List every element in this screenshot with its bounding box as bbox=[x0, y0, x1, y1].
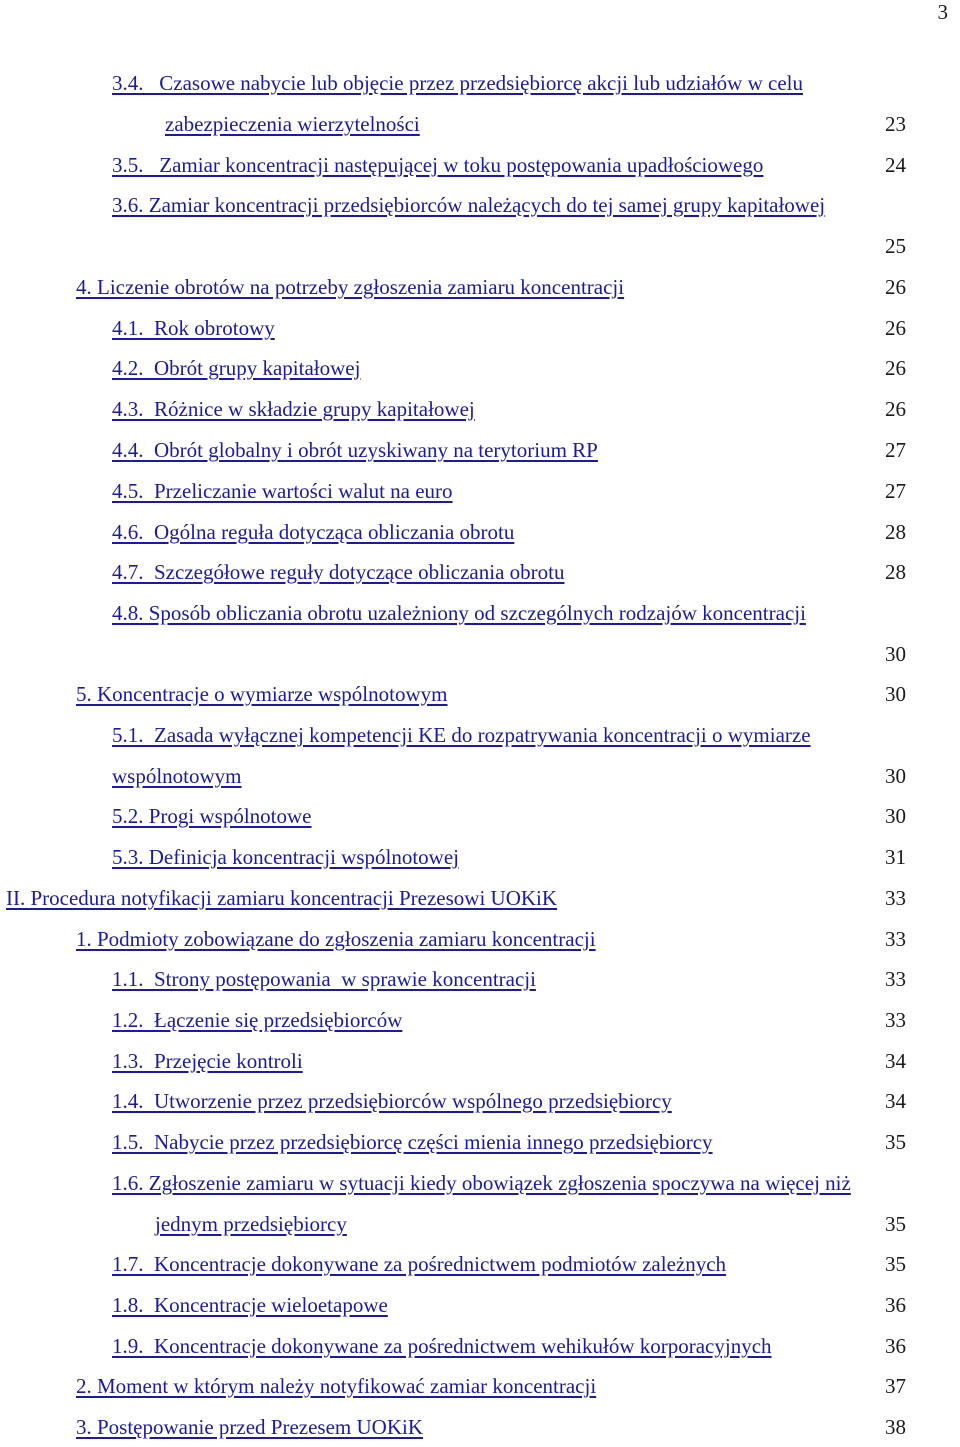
toc-entry-3[interactable] bbox=[76, 1412, 423, 1442]
toc-page-number: 26 bbox=[885, 316, 906, 340]
toc-entry-link[interactable]: 1.1. Strony postępowania w sprawie koncentracji bbox=[112, 967, 536, 991]
toc-page-number: 37 bbox=[885, 1374, 906, 1398]
toc-entry-link[interactable]: 2. Moment w którym należy notyfikować zamiar koncentracji bbox=[76, 1374, 597, 1398]
toc-page-number: 27 bbox=[885, 479, 906, 503]
toc-entry-5-1-cont[interactable] bbox=[112, 761, 242, 791]
toc-entry-link[interactable]: 5.1. Zasada wyłącznej kompetencji KE do rozpatrywania koncentracji o wymiarze bbox=[112, 723, 811, 747]
toc-entry-link[interactable]: 1.5. Nabycie przez przedsiębiorcę części mienia innego przedsiębiorcy bbox=[112, 1130, 713, 1154]
toc-page-number: 28 bbox=[885, 560, 906, 584]
toc-page-number: 30 bbox=[885, 804, 906, 828]
toc-entry-1-7[interactable] bbox=[112, 1249, 726, 1279]
toc-entry-1-4[interactable] bbox=[112, 1086, 672, 1116]
toc-page-number: 24 bbox=[885, 153, 906, 177]
toc-entry-1-1[interactable] bbox=[112, 964, 536, 994]
toc-page-number: 30 bbox=[885, 682, 906, 706]
toc-entry-3-5[interactable] bbox=[112, 150, 763, 180]
toc-entry-link[interactable]: 1.9. Koncentracje dokonywane za pośrednictwem wehikułów korporacyjnych bbox=[112, 1334, 772, 1358]
page-number: 3 bbox=[937, 0, 948, 24]
toc-entry-4-8[interactable] bbox=[112, 598, 806, 628]
toc-entry-link[interactable]: 4.3. Różnice w składzie grupy kapitałowej bbox=[112, 397, 475, 421]
toc-entry-2[interactable] bbox=[76, 1371, 596, 1401]
toc-entry-3-6[interactable] bbox=[112, 190, 825, 220]
toc-entry-link[interactable]: 5. Koncentracje o wymiarze wspólnotowym bbox=[76, 682, 448, 706]
toc-entry-4[interactable] bbox=[76, 272, 624, 302]
toc-entry-link[interactable]: 1.8. Koncentracje wieloetapowe bbox=[112, 1293, 388, 1317]
toc-entry-1-3[interactable] bbox=[112, 1046, 303, 1076]
toc-page-number: 34 bbox=[885, 1089, 906, 1113]
toc-entry-4-6[interactable] bbox=[112, 517, 514, 547]
toc-page-number: 35 bbox=[885, 1252, 906, 1276]
toc-entry-link[interactable]: jednym przedsiębiorcy bbox=[155, 1212, 347, 1236]
toc-page-number: 38 bbox=[885, 1415, 906, 1439]
toc-page-number: 26 bbox=[885, 397, 906, 421]
toc-entry-1-8[interactable] bbox=[112, 1290, 388, 1320]
toc-page-number: 30 bbox=[885, 764, 906, 788]
toc-entry-link[interactable]: 1.6. Zgłoszenie zamiaru w sytuacji kiedy obowiązek zgłoszenia spoczywa na więcej niż bbox=[112, 1171, 851, 1195]
toc-entry-1[interactable] bbox=[76, 924, 596, 954]
toc-entry-link[interactable]: 1.4. Utworzenie przez przedsiębiorców wspólnego przedsiębiorcy bbox=[112, 1089, 672, 1113]
toc-entry-1-6-cont[interactable] bbox=[155, 1209, 347, 1239]
toc-entry-link[interactable]: 1. Podmioty zobowiązane do zgłoszenia zamiaru koncentracji bbox=[76, 927, 596, 951]
toc-page-number: 33 bbox=[885, 1008, 906, 1032]
toc-entry-4-7[interactable] bbox=[112, 557, 564, 587]
toc-page-number: 35 bbox=[885, 1212, 906, 1236]
toc-entry-link[interactable]: 1.7. Koncentracje dokonywane za pośrednictwem podmiotów zależnych bbox=[112, 1252, 727, 1276]
toc-page-number: 35 bbox=[885, 1130, 906, 1154]
toc-page-number: 33 bbox=[885, 927, 906, 951]
toc-entry-link[interactable]: 4.6. Ogólna reguła dotycząca obliczania obrotu bbox=[112, 520, 515, 544]
toc-entry-link[interactable]: 3. Postępowanie przed Prezesem UOKiK bbox=[76, 1415, 423, 1439]
toc-page-number: 33 bbox=[885, 967, 906, 991]
toc-entry-link[interactable]: 4.1. Rok obrotowy bbox=[112, 316, 275, 340]
toc-page-number: 30 bbox=[885, 642, 906, 666]
toc-entry-link[interactable]: zabezpieczenia wierzytelności bbox=[165, 112, 420, 136]
toc-entry-link[interactable]: 4.4. Obrót globalny i obrót uzyskiwany na terytorium RP bbox=[112, 438, 598, 462]
toc-entry-1-6[interactable] bbox=[112, 1168, 954, 1198]
toc-entry-3-4[interactable] bbox=[112, 68, 954, 98]
toc-entry-link[interactable]: 1.3. Przejęcie kontroli bbox=[112, 1049, 303, 1073]
toc-entry-4-4[interactable] bbox=[112, 435, 598, 465]
toc-entry-3-4-cont[interactable] bbox=[165, 109, 420, 139]
toc-entry-link[interactable]: 4.2. Obrót grupy kapitałowej bbox=[112, 356, 361, 380]
toc-entry-1-5[interactable] bbox=[112, 1127, 713, 1157]
toc-page-number: 23 bbox=[885, 112, 906, 136]
toc-entry-1-9[interactable] bbox=[112, 1331, 772, 1361]
toc-entry-4-5[interactable] bbox=[112, 476, 453, 506]
toc-entry-link[interactable]: 1.2. Łączenie się przedsiębiorców bbox=[112, 1008, 403, 1032]
toc-page-number: 26 bbox=[885, 275, 906, 299]
toc-entry-link[interactable]: 4.5. Przeliczanie wartości walut na euro bbox=[112, 479, 453, 503]
toc-entry-link[interactable]: II. Procedura notyfikacji zamiaru koncentracji Prezesowi UOKiK bbox=[6, 886, 558, 910]
toc-entry-link[interactable]: 3.5. Zamiar koncentracji następującej w toku postępowania upadłościowego bbox=[112, 153, 764, 177]
toc-entry-link[interactable]: 4.8. Sposób obliczania obrotu uzależniony od szczególnych rodzajów koncentracji bbox=[112, 601, 806, 625]
toc-page-number: 34 bbox=[885, 1049, 906, 1073]
toc-entry-II[interactable] bbox=[6, 883, 557, 913]
toc-entry-1-2[interactable] bbox=[112, 1005, 402, 1035]
toc-page-number: 26 bbox=[885, 356, 906, 380]
toc-entry-link[interactable]: 5.2. Progi wspólnotowe bbox=[112, 804, 312, 828]
toc-entry-link[interactable]: 4.7. Szczegółowe reguły dotyczące obliczania obrotu bbox=[112, 560, 565, 584]
toc-entry-link[interactable]: 5.3. Definicja koncentracji wspólnotowej bbox=[112, 845, 459, 869]
toc-page-number: 25 bbox=[885, 234, 906, 258]
toc-entry-link[interactable]: 3.6. Zamiar koncentracji przedsiębiorców należących do tej samej grupy kapitałowej bbox=[112, 193, 826, 217]
toc-page-number: 33 bbox=[885, 886, 906, 910]
toc-page-number: 31 bbox=[885, 845, 906, 869]
toc-entry-5-2[interactable] bbox=[112, 801, 312, 831]
toc-page-number: 27 bbox=[885, 438, 906, 462]
toc-page-number: 28 bbox=[885, 520, 906, 544]
toc-entry-5-1[interactable] bbox=[112, 720, 954, 750]
toc-entry-link[interactable]: 3.4. Czasowe nabycie lub objęcie przez przedsiębiorcę akcji lub udziałów w celu bbox=[112, 71, 803, 95]
toc-entry-link[interactable]: wspólnotowym bbox=[112, 764, 242, 788]
toc-entry-4-1[interactable] bbox=[112, 313, 275, 343]
toc-page-number: 36 bbox=[885, 1293, 906, 1317]
toc-entry-4-3[interactable] bbox=[112, 394, 475, 424]
toc-entry-5-3[interactable] bbox=[112, 842, 459, 872]
toc-entry-4-2[interactable] bbox=[112, 353, 360, 383]
toc-entry-5[interactable] bbox=[76, 679, 447, 709]
toc-page-number: 36 bbox=[885, 1334, 906, 1358]
toc-entry-link[interactable]: 4. Liczenie obrotów na potrzeby zgłoszenia zamiaru koncentracji bbox=[76, 275, 625, 299]
